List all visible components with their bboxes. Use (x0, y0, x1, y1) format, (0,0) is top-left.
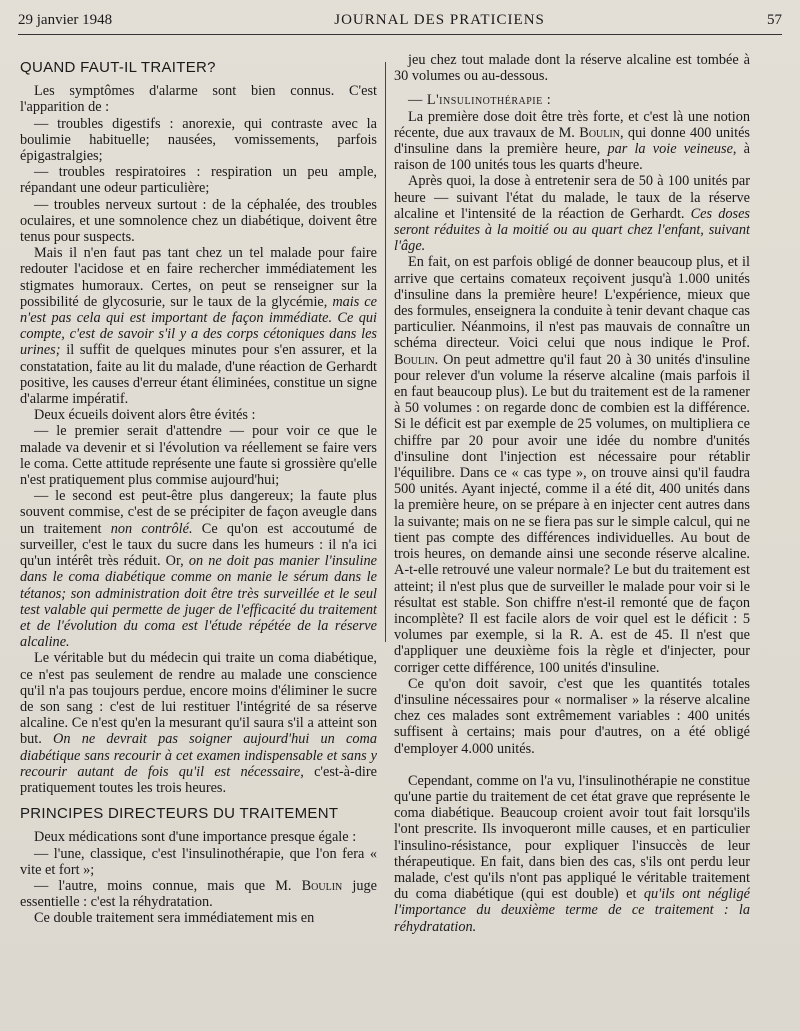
text-run: — le second est peut-être plus dangereux; la faute plus souvent commise, c'est de se précipiter de façon aveugle dans un traitement (20, 488, 377, 537)
text-run: Ce qu'on est accoutumé de surveiller, c'est le taux du sucre dans les humeurs : il n'a ici qu'un intérêt très réduit. Or, (20, 520, 377, 570)
author-name: Boulin (301, 877, 343, 894)
paragraph-gap (394, 757, 750, 773)
text-run: Le véritable but du médecin qui traite un coma diabétique, ce n'est pas seulement de rendre au malade une conscience qu'il n'a pas toujours perdue, encore moins d'éliminer le sucre de son sang : c'est de lui restituer l'intégrité de sa réserve alcaline. Ce n'est qu'en la mesurant qu'il saura s'il a atteint son but. (20, 650, 377, 748)
paragraph: Ce qu'on doit savoir, c'est que les quantités totales d'insuline nécessaires pour « normaliser » la réserve alcaline chez ces malades sont extrêmement variables : 400 unités suffisent à certains; mais pour d'autres, on a été obligé d'employer 4.000 unités. (394, 675, 750, 757)
text-run: — l'autre, moins connue, mais que M. (34, 877, 302, 894)
paragraph: jeu chez tout malade dont la réserve alcaline est tombée à 30 volumes ou au-dessous. (394, 52, 750, 85)
italic-run: qu'ils ont négligé l'importance du deuxième terme de ce traitement : la réhydratation. (394, 886, 750, 935)
italic-run: Ces doses seront réduites à la moitié ou au quart chez l'enfant, suivant l'âge. (394, 205, 750, 255)
text-run: juge essentielle : c'est la réhydratation. (20, 877, 377, 911)
list-item (20, 878, 377, 910)
page-number: 57 (766, 12, 782, 28)
section-heading-principes: PRINCIPES DIRECTEURS DU TRAITEMENT (20, 805, 339, 823)
paragraph (20, 245, 377, 407)
paragraph (394, 254, 750, 675)
italic-run: On ne devrait pas soigner aujourd'hui un coma diabétique sans recourir à cet examen indispensable et sans y recourir autant de fois qu'il est nécessaire, (20, 731, 377, 780)
text-run: c'est-à-dire pratiquement toutes les trois heures. (20, 763, 377, 796)
text-run: En fait, on est parfois obligé de donner beaucoup plus, et il arrive que certains comateux reçoivent jusqu'à 1.000 unités d'insuline dans la première heure! L'expérience, mieux que des formules, enseignera la conduite à tenir devant chaque cas particulier. Néanmoins, il n'est pas mauvais de connaître un schéma directeur. Voici celui que nous indique le Prof. (394, 254, 750, 352)
text-run: . On peut admettre qu'il faut 20 à 30 unités d'insuline pour relever d'un volume la réserve alcaline (mais parfois il en faut beaucoup plus). Le but du traitement est de la ramener à 50 volumes : on regarde donc de combien est la différence. Si le déficit est par exemple de 25 volumes, on multipliera ce chiffre par 20 pour avoir une idée du nombre d'unités d'insuline dont l'injection est nécessaire pour rétablir l'équilibre. Dans ce « cas type », on trouve ainsi qu'il faudra 500 unités. Ayant injecté, comme il a été dit, 400 unités dans la première heure, on se prépare à en injecter cent autres dans la suivante; mais on ne se fiera pas sur le simple calcul, qui ne tient pas compte des différences individuelles. Au bout de trois heures, on demande ainsi une seconde réserve alcaline. A-t-elle retrouvé une valeur normale? Le but du traitement est atteint; il n'est plus que de surveiller le malade pour voir si le résultat est stable. Son chiffre n'est-il remonté que de façon incomplète? Il est facile alors de voir quel est le déficit : 5 volumes par exemple, si la R. A. est de 45. Il n'est que d'appliquer une deuxième fois la règle et d'injecter, pour corriger cette différence, 100 unités d'insuline. (394, 351, 750, 676)
paragraph: Les symptômes d'alarme sont bien connus. C'est l'apparition de : (20, 83, 377, 116)
paragraph (394, 773, 750, 935)
paragraph: Ce double traitement sera immédiatement mis en (34, 910, 315, 927)
paragraph: Deux écueils doivent alors être évités : (34, 407, 256, 424)
paragraph (20, 650, 377, 796)
subsection-heading: — L'insulinothérapie : (408, 92, 552, 109)
text-run: il suffit de quelques minutes pour s'en assurer, et la constatation, faite au lit du malade, d'une réaction de Gerhardt positive, les causes d'erreur étant éliminées, constitue un signe d'alarme impératif. (20, 342, 377, 408)
running-head (18, 12, 782, 35)
journal-title: JOURNAL DES PRATICIENS (334, 12, 545, 28)
left-column (20, 52, 377, 1023)
text-run: , à raison de 100 unités tous les quarts d'heure. (394, 141, 750, 174)
column-divider (385, 62, 386, 642)
list-item: — le premier serait d'attendre — pour voir ce que le malade va devenir et si l'évolution va réellement se faire vers le coma. Cette attitude représente une faute si grossière qu'elle n'est pratiquement plus commise aujourd'hui; (20, 423, 377, 489)
issue-date: 29 janvier 1948 (18, 12, 113, 28)
author-name: Boulin (579, 124, 620, 141)
paragraph (394, 109, 750, 174)
list-item (20, 488, 377, 650)
italic-run: par la voie veineuse (607, 141, 733, 158)
right-column (394, 52, 750, 1023)
paragraph (394, 173, 750, 254)
italic-run: non contrôlé. (110, 520, 193, 537)
text-run: La première dose doit être très forte, et c'est là une notion récente, due aux travaux de M. (394, 108, 750, 141)
list-item: — troubles nerveux surtout : de la céphalée, des troubles oculaires, et une somnolence chez un diabétique, doivent être tenus pour suspects. (20, 196, 377, 246)
list-item: — troubles respiratoires : respiration un peu ample, répandant une odeur particulière; (20, 164, 377, 197)
italic-run: mais ce n'est pas cela qui est important de façon immédiate. Ce qui compte, c'est de savoir s'il y a des corps cétoniques dans les urines; (20, 293, 377, 359)
list-item: — l'une, classique, c'est l'insulinothérapie, que l'on fera « vite et fort »; (20, 845, 377, 878)
section-heading-quand: QUAND FAUT-IL TRAITER? (20, 59, 216, 76)
list-item: — troubles digestifs : anorexie, qui contraste avec la boulimie habituelle; nausées, vomissements, parfois épigastralgies; (20, 115, 377, 165)
text-run: , qui donne 400 unités d'insuline dans la première heure, (394, 124, 750, 158)
paragraph: Deux médications sont d'une importance presque égale : (34, 829, 357, 846)
italic-run: on ne doit pas manier l'insuline dans le coma diabétique comme on manie le sérum dans le tétanos; son administration doit être très surveillée et le seul test valable qui permette de juger de l'efficacité du traitement et de l'évolution du coma est l'étude répétée de la réserve alcaline. (20, 553, 377, 651)
text-run: Après quoi, la dose à entretenir sera de 50 à 100 unités par heure — suivant l'état du malade, le taux de la réserve alcaline et l'intensité de la réaction de Gerhardt. (394, 173, 750, 222)
text-run: Mais il n'en faut pas tant chez un tel malade pour faire redouter l'acidose et en faire rechercher immédiatement les stigmates humoraux. Certes, on peut se renseigner sur la possibilité de glycosurie, sur le taux de la glycémie, (20, 245, 377, 310)
author-name: Boulin (394, 351, 435, 368)
text-run: Cependant, comme on l'a vu, l'insulinothérapie ne constitue qu'une partie du traitement de cet état grave que représente le coma diabétique. Beaucoup croient avoir tout fait lorsqu'ils l'ont prescrite. Ils invoqueront mille causes, et en particulier l'insulino-résistance, pour expliquer l'insuccès de leur thérapeutique. En fait, dans bien des cas, s'ils ont perdu leur malade, c'est qu'ils n'ont pas appliqué le véritable traitement du coma diabétique (qui est double) et (394, 772, 750, 903)
